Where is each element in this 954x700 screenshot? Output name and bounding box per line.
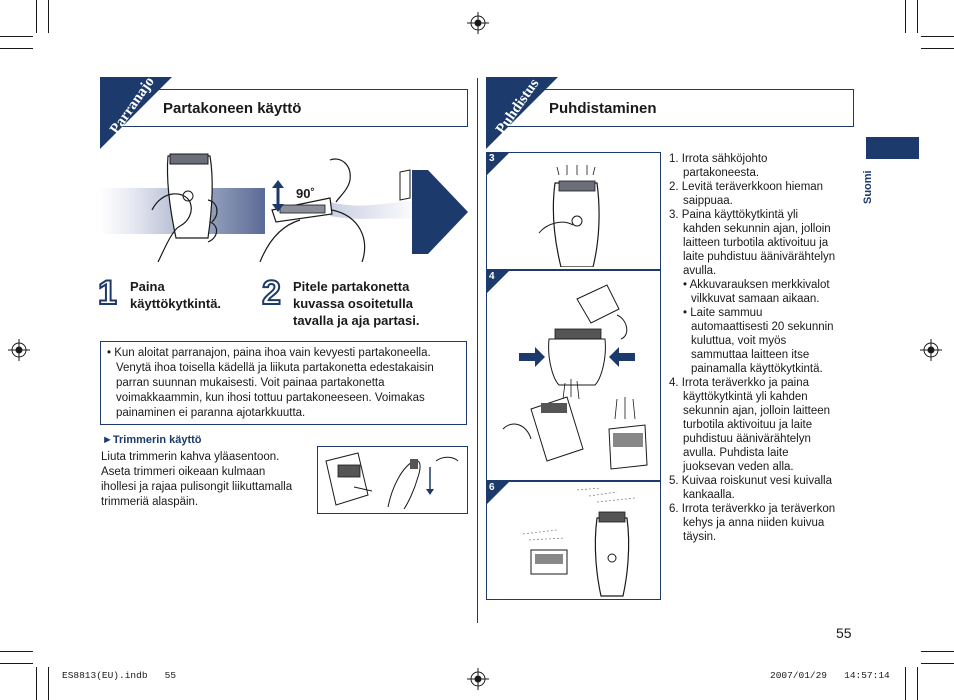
step-item (669, 152, 835, 180)
step2-line: tavalla ja aja partasi. (293, 313, 420, 328)
crop-mark (36, 667, 37, 700)
step-line: • Akkuvarauksen merkkivalot (683, 279, 830, 291)
step-line: 1. Irrota sähköjohto (669, 153, 768, 165)
trimmer-line: trimmeriä alaspäin. (101, 496, 199, 508)
step-line: 2. Levitä teräverkkoon hieman (669, 181, 824, 193)
step-line: käyttökytkintä yli kahden (683, 391, 808, 403)
registration-mark (467, 668, 489, 690)
trimmer-text (101, 450, 292, 510)
trimmer-drawing (318, 447, 467, 513)
step1-text (130, 278, 221, 312)
step-line: sammuttaa laitteen itse (691, 349, 810, 361)
step2-text (293, 278, 419, 329)
angle-label: 90˚ (296, 186, 315, 201)
step-line: puhdistuu äänivärähtelyn (683, 433, 811, 445)
step-line: painamalla käyttökytkintä. (691, 363, 823, 375)
note-line: • Kun aloitat parranajon, paina ihoa vain kevyesti partakoneella. (107, 347, 431, 359)
panel-number: 4 (489, 271, 495, 282)
language-tab-marker (866, 137, 919, 159)
trimmer-line: ihollesi ja rajaa pulisongit liikuttamalla (101, 481, 293, 493)
panel-number: 3 (489, 153, 495, 164)
step2-line: kuvassa osoitetulla (293, 296, 413, 311)
crop-mark (921, 663, 954, 664)
step-item (669, 180, 835, 208)
panel-step3 (486, 152, 661, 270)
footer-datetime: 2007/01/29 14:57:14 (770, 670, 890, 681)
page-number: 55 (836, 625, 852, 641)
step-line: 6. Irrota teräverkko ja teräverkon (669, 503, 836, 515)
shaver-soap-drawing (537, 163, 617, 267)
note-line: voimakkaammin, kun ihosi tottuu partakoneeseen. Voimakas (116, 392, 425, 404)
step-line: 5. Kuivaa roiskunut vesi kuivalla (669, 475, 832, 487)
crop-mark (905, 0, 906, 33)
note-line: parran suunnan mukaisesti. Voit painaa partakonetta (116, 377, 385, 389)
note-line: painaminen ei paranna ajotarkkuutta. (116, 407, 306, 419)
step-line: kahden sekunnin ajan, jolloin (683, 223, 831, 235)
crop-mark (0, 48, 33, 49)
shaving-illustration (100, 150, 468, 262)
crop-mark (917, 667, 918, 700)
step-item (669, 474, 835, 502)
panel-number: 6 (489, 482, 495, 493)
step1-number: 1 (98, 274, 117, 312)
step-bullet (669, 278, 835, 306)
registration-mark (467, 12, 489, 34)
step-bullet (669, 306, 835, 376)
step1-line: Paina (130, 279, 165, 294)
shaver-rinse-drawing (497, 279, 657, 479)
step-item (669, 502, 835, 544)
step-line: täysin. (683, 531, 717, 543)
step-line: kankaalla. (683, 489, 735, 501)
cleaning-steps (669, 152, 835, 544)
crop-mark (0, 663, 33, 664)
language-tab-label: Suomi (862, 170, 874, 204)
crop-mark (905, 667, 906, 700)
column-divider (477, 78, 478, 623)
step-line: kehys ja anna niiden kuivua (683, 517, 825, 529)
step-line: turbotila aktivoituu ja laite (683, 419, 813, 431)
trimmer-line: Liuta trimmerin kahva yläasentoon. (101, 451, 280, 463)
trimmer-heading: ►Trimmerin käyttö (102, 434, 202, 446)
step-line: 3. Paina käyttökytkintä yli (669, 209, 799, 221)
crop-mark (0, 36, 33, 37)
footer-file: ES8813(EU).indb 55 (62, 670, 177, 681)
left-section-tab-label: Parranajo (107, 74, 158, 138)
registration-mark (920, 339, 942, 361)
step-line: avulla. (683, 265, 717, 277)
note-line: Venytä ihoa toisella kädellä ja liikuta partakonetta edestakaisin (116, 362, 434, 374)
right-section-tab-label: Puhdistus (493, 76, 543, 138)
step-line: kuluttua, voit myös (691, 335, 787, 347)
panel-step4 (486, 270, 661, 481)
crop-mark (0, 651, 33, 652)
trimmer-illustration (317, 446, 468, 514)
trimmer-line: Aseta trimmeri oikeaan kulmaan (101, 466, 266, 478)
step-line: saippuaa. (683, 195, 733, 207)
step-item (669, 376, 835, 474)
step-line: juoksevan veden alla. (683, 461, 794, 473)
crop-mark (48, 0, 49, 33)
step-line: • Laite sammuu (683, 307, 763, 319)
step2-number: 2 (262, 274, 281, 312)
shaver-dry-drawing (517, 488, 647, 598)
crop-mark (921, 36, 954, 37)
step2-line: Pitele partakonetta (293, 279, 410, 294)
crop-mark (36, 0, 37, 33)
step-line: laitteen turbotila aktivoituu ja (683, 237, 829, 249)
step-line: automaattisesti 20 sekunnin (691, 321, 834, 333)
crop-mark (48, 667, 49, 700)
step-item (669, 208, 835, 278)
left-section-title: Partakoneen käyttö (163, 100, 302, 117)
crop-mark (921, 48, 954, 49)
shaving-note (100, 341, 467, 425)
panel-step6 (486, 481, 661, 600)
step-line: avulla. Puhdista laite (683, 447, 789, 459)
crop-mark (917, 0, 918, 33)
step1-line: käyttökytkintä. (130, 296, 222, 311)
step-line: sekunnin ajan, jolloin laitteen (683, 405, 831, 417)
step-line: laite puhdistuu äänivärähtelyn (683, 251, 836, 263)
step-line: partakoneesta. (683, 167, 760, 179)
crop-mark (921, 651, 954, 652)
step-line: 4. Irrota teräverkko ja paina (669, 377, 809, 389)
right-section-title: Puhdistaminen (549, 100, 657, 117)
step-line: vilkkuvat samaan aikaan. (691, 293, 820, 305)
registration-mark (8, 339, 30, 361)
